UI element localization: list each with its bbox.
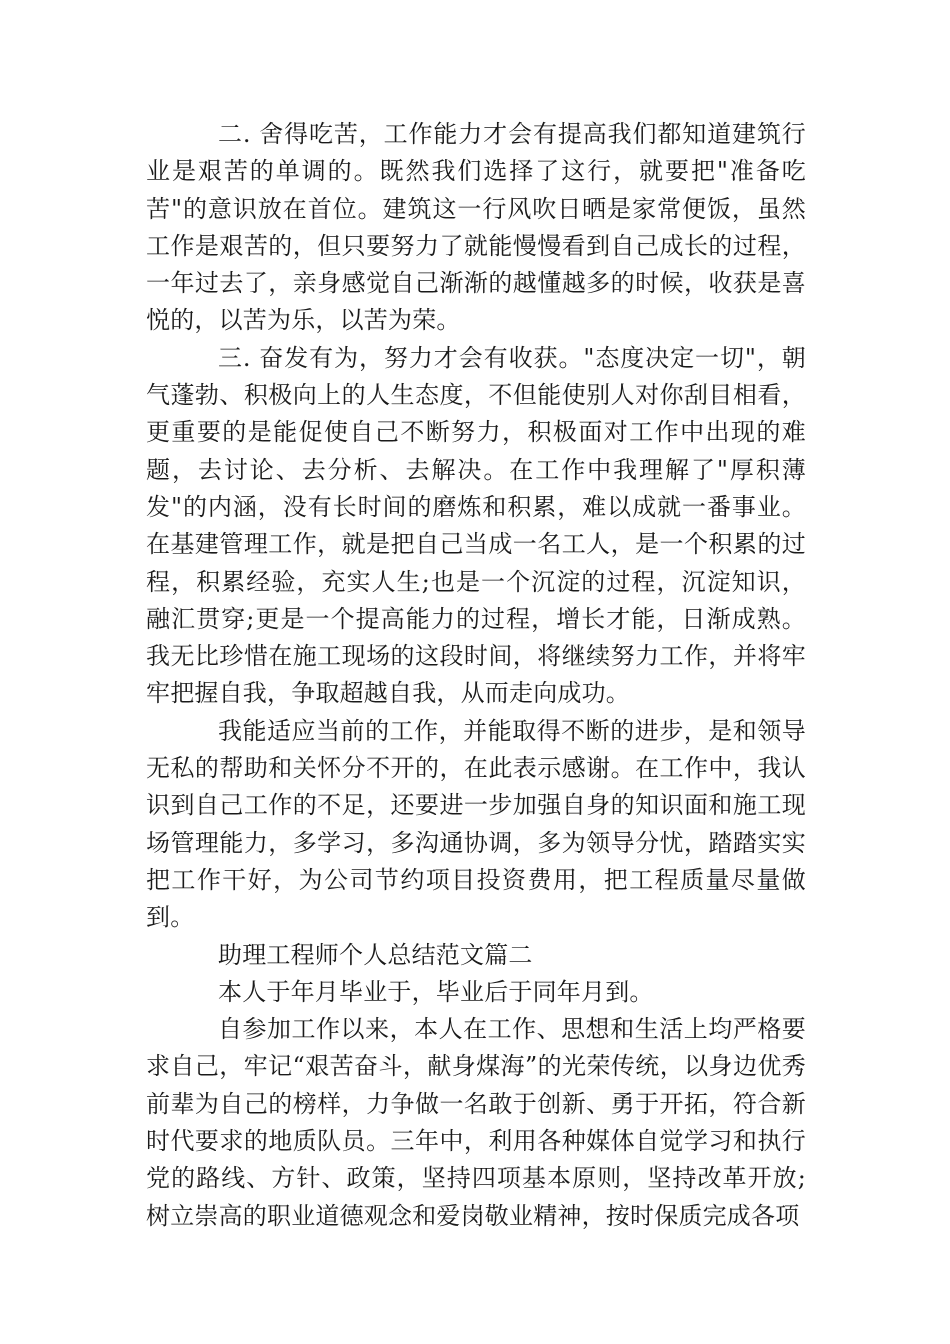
paragraph-graduation: 本人于年月毕业于，毕业后于同年月到。	[218, 977, 654, 1006]
paragraph-gratitude: 我能适应当前的工作，并能取得不断的进步，是和领导无私的帮助和关怀分不开的，在此表示感谢。在工作中，我认识到自己工作的不足，还要进一步加强自身的知识面和施工现场管理能力，多学习，多沟通协调，多为领导分忧，踏踏实实把工作干好，为公司节约项目投资费用，把工程质量尽量做到。	[146, 716, 806, 932]
paragraph-strive: 三. 奋发有为，努力才会有收获。"态度决定一切"，朝气蓬勃、积极向上的人生态度，不但能使别人对你刮目相看，更重要的是能促使自己不断努力，积极面对工作中出现的难题，去讨论、去分析、去解决。在工作中我理解了"厚积薄发"的内涵，没有长时间的磨炼和积累，难以成就一番事业。在基建管理工作，就是把自己当成一名工人，是一个积累的过程，积累经验，充实人生;也是一个沉淀的过程，沉淀知识，融汇贯穿;更是一个提高能力的过程，增长才能，日渐成熟。我无比珍惜在施工现场的这段时间，将继续努力工作，并将牢牢把握自我，争取超越自我，从而走向成功。	[146, 343, 806, 708]
section-heading: 助理工程师个人总结范文篇二	[218, 940, 533, 969]
paragraph-work-since: 自参加工作以来，本人在工作、思想和生活上均严格要求自己，牢记“艰苦奋斗，献身煤海”的光荣传统，以身边优秀前辈为自己的榜样，力争做一名敢于创新、勇于开拓，符合新时代要求的地质队员。三年中，利用各种媒体自觉学习和执行党的路线、方针、政策，坚持四项基本原则，坚持改革开放;树立崇高的职业道德观念和爱岗敬业精神，按时保质完成各项	[146, 1015, 806, 1230]
paragraph-hard-work: 二. 舍得吃苦，工作能力才会有提高我们都知道建筑行业是艰苦的单调的。既然我们选择了这行，就要把"准备吃苦"的意识放在首位。建筑这一行风吹日晒是家常便饭，虽然工作是艰苦的，但只要努力了就能慢慢看到自己成长的过程，一年过去了，亲身感觉自己渐渐的越懂越多的时候，收获是喜悦的，以苦为乐，以苦为荣。	[146, 120, 806, 335]
document-body	[146, 116, 806, 1235]
